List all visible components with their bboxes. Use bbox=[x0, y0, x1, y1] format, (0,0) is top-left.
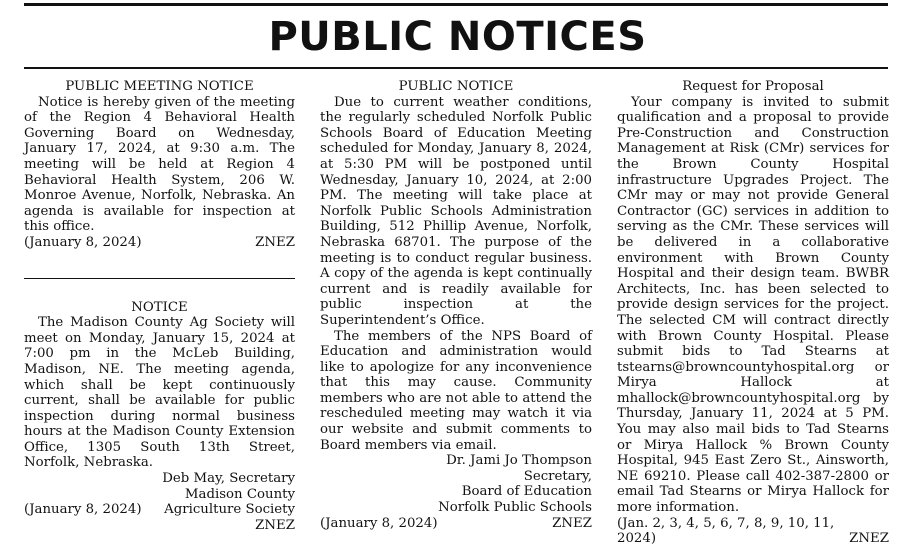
column-middle bbox=[320, 79, 592, 531]
notice-body: Notice is hereby given of the meeting of the Region 4 Behavioral Health Governing Board on Wednesday, January 17, 2024, at 9:30 a.m. The meeting will be held at Region 4 Behavioral Health System, 206 W. Monroe Avenue, Norfolk, Nebraska. An agenda is available for inspection at this office. bbox=[24, 94, 295, 235]
notice-code-line bbox=[320, 516, 592, 532]
notice-dateline bbox=[24, 235, 295, 251]
publication-dates: (Jan. 2, 3, 4, 5, 6, 7, 8, 9, 10, 11, bbox=[617, 515, 835, 531]
publication-date: (January 8, 2024) bbox=[320, 515, 438, 531]
notice-heading: PUBLIC NOTICE bbox=[398, 79, 514, 94]
notice-code-line bbox=[617, 531, 889, 547]
notice-code-line bbox=[24, 518, 295, 534]
notice-heading: PUBLIC MEETING NOTICE bbox=[65, 79, 254, 94]
public-meeting-notice bbox=[24, 79, 295, 251]
title-underline bbox=[24, 67, 888, 69]
notice-body: Due to current weather conditions, the regularly scheduled Norfolk Public Schools Board of Education Meeting scheduled for Monday, January 8, 2024, at 5:30 PM will be postponed until Wednesday, January 10, 2024, at 2:00 PM. The meeting will take place at Norfolk Public Schools Administration Building, 512 Phillip Avenue, Norfolk, Nebraska 68701. The purpose of the meeting is to conduct regular business. A copy of the agenda is kept continually current and is readily available for public inspection at the Superintendent’s Office. bbox=[320, 94, 592, 328]
notice-divider bbox=[24, 278, 295, 279]
notice-dateline bbox=[320, 500, 592, 516]
notice-code: ZNEZ bbox=[849, 531, 889, 547]
rfp-notice bbox=[617, 79, 889, 547]
signature-line: Deb May, Secretary bbox=[162, 471, 295, 487]
signature-line: Dr. Jami Jo Thompson bbox=[446, 453, 592, 469]
publication-date: (January 8, 2024) bbox=[24, 234, 142, 250]
publication-date: (January 8, 2024) bbox=[24, 502, 142, 518]
notice-body-apology: The members of the NPS Board of Education and administration would like to apologize for any inconvenience that this may cause. Community members who are not able to attend the rescheduled meeting may watch it via our website and submit comments to Board members via email. bbox=[320, 328, 592, 453]
notice-body: The Madison County Ag Society will meet on Monday, January 15, 2024 at 7:00 pm in the McLeb Building, Madison, NE. The meeting agenda, which shall be kept continuously current, shall be available for public inspection during normal business hours at the Madison County Extension Office, 1305 South 13th Street, Norfolk, Nebraska. bbox=[24, 315, 295, 471]
signature-line: Secretary, bbox=[523, 468, 592, 484]
signature-line: Agriculture Society bbox=[164, 502, 295, 518]
signature-line: Board of Education bbox=[461, 484, 592, 500]
publication-dates-year: 2024) bbox=[617, 531, 657, 547]
column-left bbox=[24, 79, 295, 533]
notice-code: ZNEZ bbox=[255, 234, 295, 250]
signature-line: Norfolk Public Schools bbox=[438, 500, 592, 516]
school-board-notice bbox=[320, 79, 592, 531]
ag-society-notice bbox=[24, 300, 295, 534]
section-title: PUBLIC NOTICES bbox=[268, 14, 647, 60]
notice-dateline bbox=[24, 502, 295, 518]
notice-code: ZNEZ bbox=[552, 515, 592, 531]
notice-heading: Request for Proposal bbox=[682, 79, 824, 94]
notice-body: Your company is invited to submit qualification and a proposal to provide Pre-Construction and Construction Management at Risk (CMr) services for the Brown County Hospital infrastructure Upgrades Project. The CMr may or may not provide General Contractor (GC) services in addition to serving as the CMr. These services will be delivered in a collaborative environment with Brown County Hospital and their design team. BWBR Architects, Inc. has been selected to provide design services for the project. The selected CM will contract directly with Brown County Hospital. Please submit bids to Tad Stearns at tstearns@browncountyhospital.org or Mirya Hallock at mhallock@browncountyhospital.org by Thursday, January 11, 2024 at 5 PM. You may also mail bids to Tad Stearns or Mirya Hallock % Brown County Hospital, 945 East Zero St., Ainsworth, NE 69210. Please call 402-387-2800 or email Tad Stearns or Mirya Hallock for more information. bbox=[617, 94, 889, 516]
notice-code: ZNEZ bbox=[255, 517, 295, 533]
column-right bbox=[617, 79, 889, 547]
top-rule bbox=[24, 3, 888, 6]
signature-line: Madison County bbox=[184, 486, 295, 502]
notice-heading: NOTICE bbox=[131, 299, 188, 315]
signature-and-code bbox=[164, 502, 295, 518]
